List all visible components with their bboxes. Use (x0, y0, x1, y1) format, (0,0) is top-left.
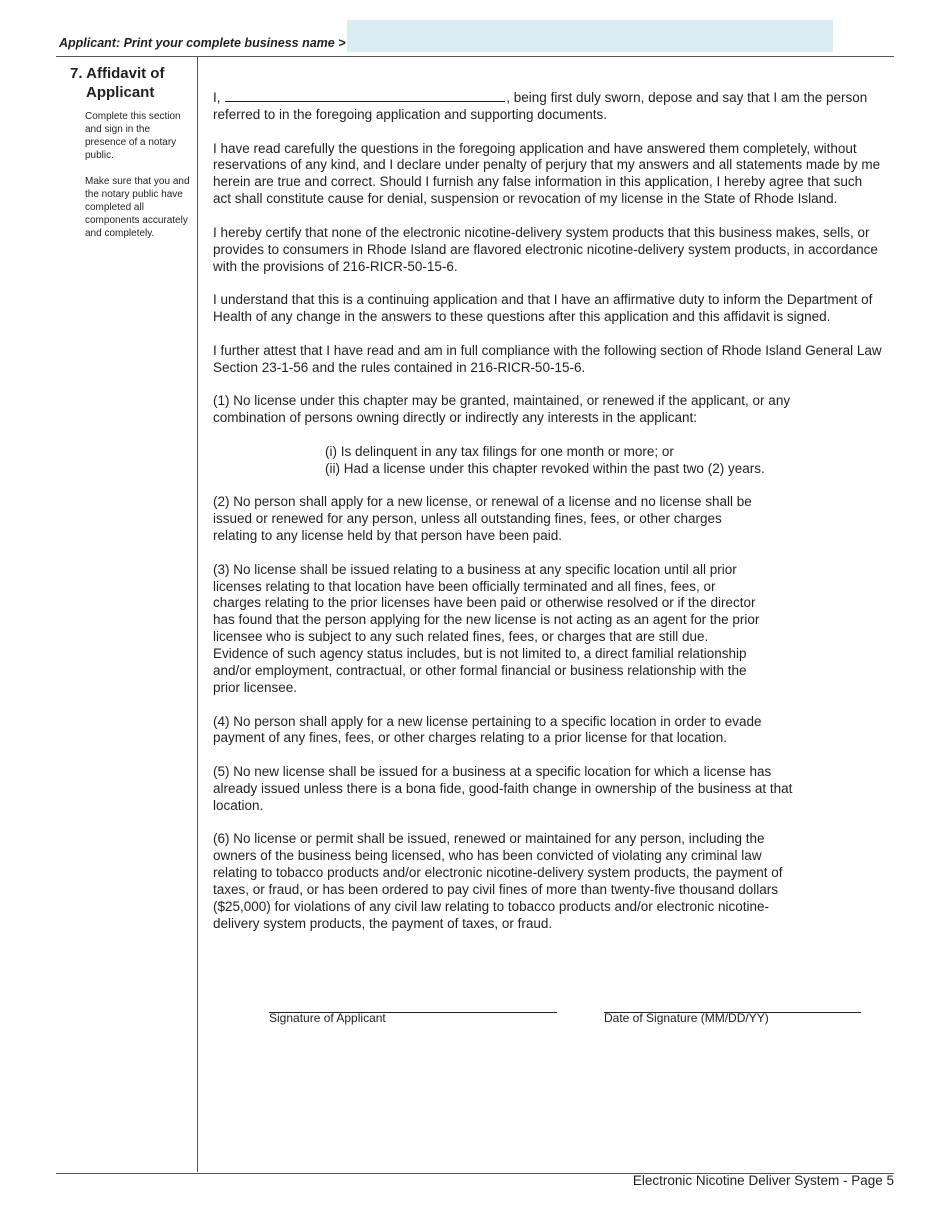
provision-6: (6) No license or permit shall be issued, renewed or maintained for any person, including the owners of the business being licensed, who has been convicted of violating any criminal law relating to tobacco products and/or electronic nicotine-delivery system products, the payment of taxes, or fraud, or has been ordered to pay civil fines of more than twenty-five thousand dollars ($25,000) for violations of any civil law relating to tobacco products and/or electronic nicotine-delivery system products, the payment of taxes, or fraud. (213, 831, 783, 931)
header-divider (56, 56, 894, 57)
business-name-input[interactable] (347, 20, 833, 52)
flavor-certification-paragraph: I hereby certify that none of the electronic nicotine-delivery system products that this business makes, sells, or provides to consumers in Rhode Island are flavored electronic nicotine-delivery system products, in accordance with the provisions of 216-RICR-50-15-6. (213, 224, 878, 274)
opening-suffix: , being first duly sworn, depose and say that I am the person referred to in the foregoing application and supporting documents. (213, 90, 868, 122)
provision-3: (3) No license shall be issued relating to a business at any specific location until all prior licenses relating to that location have been officially terminated and all fines, fees, or charges relating to the prior licenses have been paid or otherwise resolved or if the director has found that the person applying for the new license is not acting as an agent for the prior licensee who is subject to any such related fines, fees, or charges that are still due. Evidence of such agency status includes, but is not limited to, a direct familial relationship and/or employment, contractual, or other formal financial or business relationship with the prior licensee. (213, 561, 760, 695)
completion-instruction: Make sure that you and the notary public have completed all components accurately and completely. (85, 176, 190, 239)
perjury-paragraph: I have read carefully the questions in the foregoing application and have answered them completely, without reservations of any kind, and I declare under penalty of perjury that my answers and all statements made by me herein are true and correct. Should I furnish any false information in this application, I hereby agree that such act shall constitute cause for denial, suspension or revocation of my license in the State of Rhode Island. (213, 140, 881, 207)
business-name-label: Applicant: Print your complete business name > (59, 36, 346, 50)
compliance-paragraph: I further attest that I have read and am in full compliance with the following section of Rhode Island General Law Section 23-1-56 and the rules contained in 216-RICR-50-15-6. (213, 342, 882, 375)
provision-5: (5) No new license shall be issued for a business at a specific location for which a license has already issued unless there is a bona fide, good-faith change in ownership of the business at that location. (213, 764, 793, 813)
affidavit-body (213, 89, 883, 950)
provision-4: (4) No person shall apply for a new license pertaining to a specific location in order to evade payment of any fines, fees, or other charges relating to a prior license for that location. (213, 713, 762, 746)
signature-date-label: Date of Signature (MM/DD/YY) (604, 1011, 769, 1025)
section-title: 7. Affidavit of Applicant (70, 65, 165, 101)
opening-prefix: I, (213, 90, 221, 105)
applicant-signature-field[interactable] (269, 996, 557, 1025)
applicant-signature-label: Signature of Applicant (269, 1011, 386, 1025)
sidebar-divider (197, 57, 198, 1172)
sidebar (64, 64, 194, 240)
provision-1-subitems (325, 444, 883, 478)
notary-instruction: Complete this section and sign in the presence of a notary public. (85, 111, 181, 161)
provision-2: (2) No person shall apply for a new license, or renewal of a license and no license shall be issued or renewed for any person, unless all outstanding fines, fees, or other charges relating to any license held by that person have been paid. (213, 494, 752, 544)
affidavit-opening (213, 89, 883, 124)
provision-1-ii: (ii) Had a license under this chapter revoked within the past two (2) years. (325, 460, 765, 476)
provision-1: (1) No license under this chapter may be granted, maintained, or renewed if the applicant, or any combination of persons owning directly or indirectly any interests in the applicant: (213, 393, 791, 426)
page-footer: Electronic Nicotine Deliver System - Page 5 (632, 1173, 894, 1188)
signature-date-field[interactable] (604, 996, 861, 1025)
provision-1-i: (i) Is delinquent in any tax filings for one month or more; or (325, 443, 674, 459)
applicant-name-line[interactable] (225, 89, 505, 102)
continuing-duty-paragraph: I understand that this is a continuing application and that I have an affirmative duty to inform the Department of Health of any change in the answers to these questions after this application and this affidavit is signed. (213, 292, 873, 325)
